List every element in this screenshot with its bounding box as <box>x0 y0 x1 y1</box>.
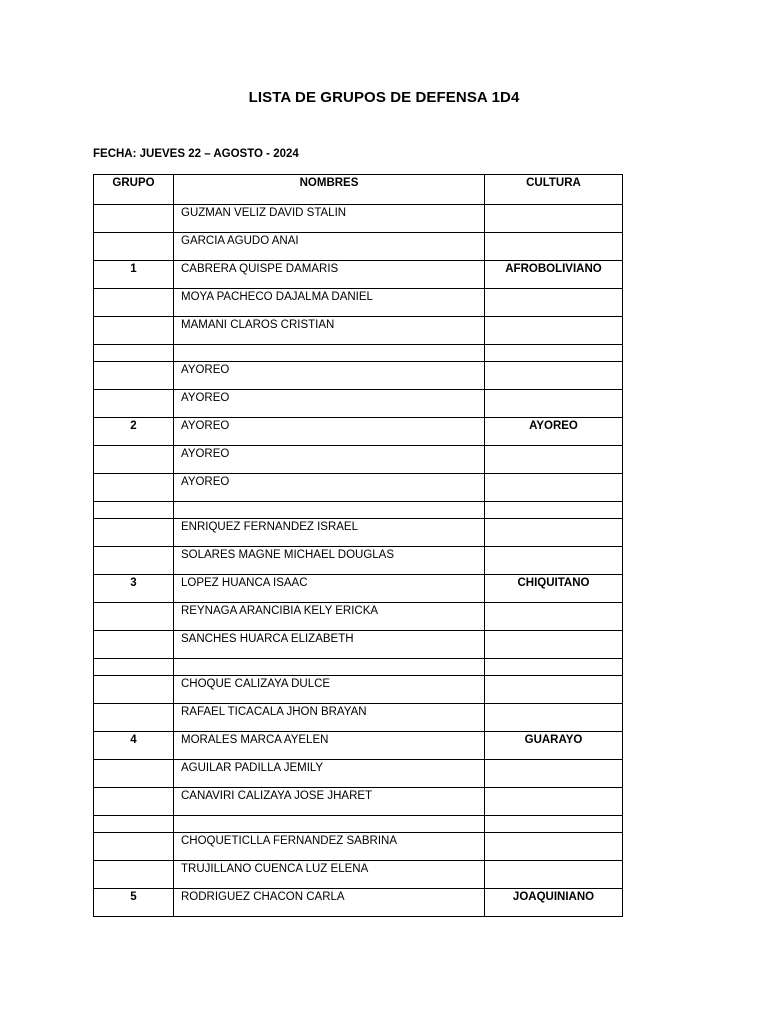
group-number-cell <box>94 547 174 575</box>
member-name-cell <box>174 833 485 861</box>
group-number-cell <box>94 446 174 474</box>
culture-cell <box>485 317 623 345</box>
group-number-cell <box>94 418 174 446</box>
empty-cell <box>174 502 485 519</box>
member-name: SOLARES MAGNE MICHAEL DOUGLAS <box>181 549 395 561</box>
culture-cell <box>485 519 623 547</box>
member-name: MAMANI CLAROS CRISTIAN <box>181 319 335 331</box>
group-number: 2 <box>130 420 137 432</box>
table-row <box>94 261 623 289</box>
member-name-cell <box>174 205 485 233</box>
member-name: RODRIGUEZ CHACON CARLA <box>181 891 345 903</box>
culture-name: CHIQUITANO <box>517 577 590 589</box>
table-row <box>94 474 623 502</box>
member-name-cell <box>174 474 485 502</box>
group-number: 1 <box>130 263 137 275</box>
member-name-cell <box>174 261 485 289</box>
table-row <box>94 289 623 317</box>
date-label: FECHA: JUEVES 22 – AGOSTO - 2024 <box>93 148 299 160</box>
table-row <box>94 519 623 547</box>
table-row <box>94 362 623 390</box>
group-number-cell <box>94 289 174 317</box>
table-row <box>94 390 623 418</box>
member-name-cell <box>174 788 485 816</box>
group-number-cell <box>94 760 174 788</box>
culture-cell <box>485 732 623 760</box>
culture-cell <box>485 833 623 861</box>
member-name: SANCHES HUARCA ELIZABETH <box>181 633 354 645</box>
member-name: AYOREO <box>181 392 230 404</box>
group-number-cell <box>94 261 174 289</box>
culture-name: AFROBOLIVIANO <box>505 263 602 275</box>
empty-cell <box>485 816 623 833</box>
member-name-cell <box>174 861 485 889</box>
group-number-cell <box>94 519 174 547</box>
table-header-row <box>94 175 623 205</box>
table-row <box>94 233 623 261</box>
member-name-cell <box>174 760 485 788</box>
member-name-cell <box>174 519 485 547</box>
empty-cell <box>485 345 623 362</box>
culture-name: JOAQUINIANO <box>512 891 595 903</box>
culture-name: AYOREO <box>529 420 578 432</box>
culture-cell <box>485 788 623 816</box>
empty-cell <box>94 502 174 519</box>
table-row <box>94 603 623 631</box>
culture-cell <box>485 261 623 289</box>
group-number-cell <box>94 233 174 261</box>
empty-cell <box>174 816 485 833</box>
empty-cell <box>485 502 623 519</box>
culture-name: GUARAYO <box>524 734 583 746</box>
group-number-cell <box>94 575 174 603</box>
member-name-cell <box>174 289 485 317</box>
culture-cell <box>485 205 623 233</box>
member-name-cell <box>174 418 485 446</box>
group-number-cell <box>94 603 174 631</box>
document-title: LISTA DE GRUPOS DE DEFENSA 1D4 <box>248 89 520 106</box>
culture-cell <box>485 575 623 603</box>
table-row <box>94 631 623 659</box>
table-row <box>94 704 623 732</box>
table-row <box>94 760 623 788</box>
empty-cell <box>174 345 485 362</box>
table-row <box>94 205 623 233</box>
group-number-cell <box>94 861 174 889</box>
member-name: CANAVIRI CALIZAYA JOSE JHARET <box>181 790 373 802</box>
table-row <box>94 889 623 917</box>
group-separator-row <box>94 345 623 362</box>
culture-cell <box>485 704 623 732</box>
table-row <box>94 418 623 446</box>
group-separator-row <box>94 659 623 676</box>
group-number-cell <box>94 732 174 760</box>
table-row <box>94 788 623 816</box>
group-number-cell <box>94 889 174 917</box>
group-number: 4 <box>130 734 137 746</box>
empty-cell <box>485 659 623 676</box>
culture-cell <box>485 547 623 575</box>
empty-cell <box>94 659 174 676</box>
member-name: AGUILAR PADILLA JEMILY <box>181 762 324 774</box>
culture-cell <box>485 676 623 704</box>
table-row <box>94 446 623 474</box>
member-name: MOYA PACHECO DAJALMA DANIEL <box>181 291 373 303</box>
member-name-cell <box>174 889 485 917</box>
member-name-cell <box>174 603 485 631</box>
member-name: TRUJILLANO CUENCA LUZ ELENA <box>181 863 369 875</box>
culture-cell <box>485 631 623 659</box>
culture-cell <box>485 760 623 788</box>
member-name-cell <box>174 446 485 474</box>
member-name-cell <box>174 676 485 704</box>
culture-cell <box>485 603 623 631</box>
member-name: GUZMAN VELIZ DAVID STALIN <box>181 207 347 219</box>
member-name-cell <box>174 575 485 603</box>
member-name-cell <box>174 732 485 760</box>
member-name: AYOREO <box>181 364 230 376</box>
member-name: AYOREO <box>181 448 230 460</box>
member-name: REYNAGA ARANCIBIA KELY ERICKA <box>181 605 379 617</box>
group-number-cell <box>94 631 174 659</box>
table-row <box>94 547 623 575</box>
group-number-cell <box>94 362 174 390</box>
group-number-cell <box>94 833 174 861</box>
group-separator-row <box>94 816 623 833</box>
member-name-cell <box>174 704 485 732</box>
table-body <box>94 205 623 917</box>
culture-cell <box>485 446 623 474</box>
member-name-cell <box>174 390 485 418</box>
group-number-cell <box>94 317 174 345</box>
group-number-cell <box>94 390 174 418</box>
header-cultura: CULTURA <box>485 175 623 205</box>
member-name: CHOQUETICLLA FERNANDEZ SABRINA <box>181 835 397 847</box>
table-row <box>94 833 623 861</box>
culture-cell <box>485 474 623 502</box>
table-row <box>94 676 623 704</box>
culture-cell <box>485 861 623 889</box>
culture-cell <box>485 889 623 917</box>
member-name-cell <box>174 317 485 345</box>
table-row <box>94 317 623 345</box>
group-number: 3 <box>130 577 137 589</box>
member-name: MORALES MARCA AYELEN <box>181 734 329 746</box>
member-name: GARCIA AGUDO ANAI <box>181 235 299 247</box>
group-number-cell <box>94 205 174 233</box>
member-name-cell <box>174 362 485 390</box>
table-row <box>94 861 623 889</box>
member-name-cell <box>174 631 485 659</box>
member-name: ENRIQUEZ FERNANDEZ ISRAEL <box>181 521 358 533</box>
empty-cell <box>174 659 485 676</box>
member-name: AYOREO <box>181 420 230 432</box>
table-row <box>94 732 623 760</box>
group-separator-row <box>94 502 623 519</box>
member-name: LOPEZ HUANCA ISAAC <box>181 577 308 589</box>
culture-cell <box>485 233 623 261</box>
group-number-cell <box>94 704 174 732</box>
table-row <box>94 575 623 603</box>
culture-cell <box>485 390 623 418</box>
group-number-cell <box>94 788 174 816</box>
header-grupo: GRUPO <box>94 175 174 205</box>
member-name: RAFAEL TICACALA JHON BRAYAN <box>181 706 367 718</box>
group-number-cell <box>94 676 174 704</box>
culture-cell <box>485 418 623 446</box>
member-name-cell <box>174 233 485 261</box>
empty-cell <box>94 345 174 362</box>
member-name-cell <box>174 547 485 575</box>
header-nombres: NOMBRES <box>174 175 485 205</box>
culture-cell <box>485 289 623 317</box>
member-name: AYOREO <box>181 476 230 488</box>
culture-cell <box>485 362 623 390</box>
group-number-cell <box>94 474 174 502</box>
member-name: CABRERA QUISPE DAMARIS <box>181 263 339 275</box>
member-name: CHOQUE CALIZAYA DULCE <box>181 678 331 690</box>
empty-cell <box>94 816 174 833</box>
groups-table <box>93 174 623 917</box>
group-number: 5 <box>130 891 137 903</box>
